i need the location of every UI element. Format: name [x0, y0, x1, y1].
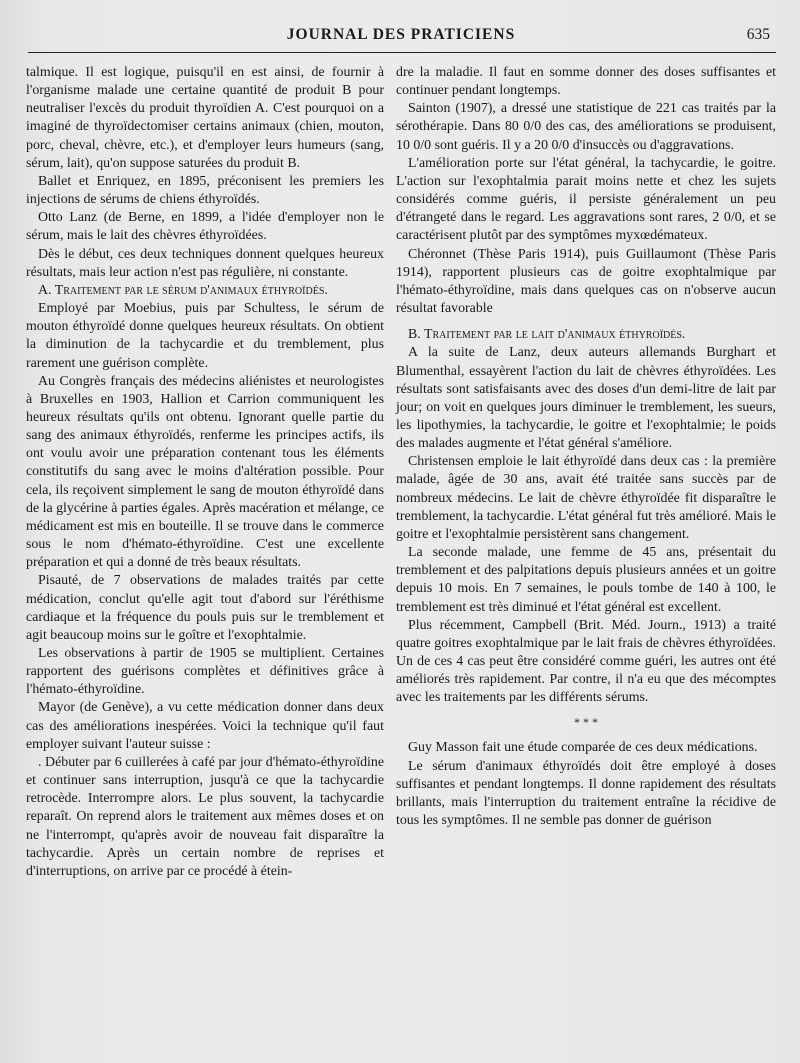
paragraph: Chéronnet (Thèse Paris 1914), puis Guillaumont (Thèse Paris 1914), rapportent plusieurs cas de goitre exophtalmique par l'hémato-éthyroïdine, mais dans quelques cas on n'observe aucun résultat favorable — [396, 246, 776, 317]
paragraph: La seconde malade, une femme de 45 ans, présentait du tremblement et des palpitations depuis plusieurs années et un goitre depuis 10 mois. En 7 semaines, le pouls tombe de 140 à 100, le tremblement est très diminué et l'état général est excellent. — [396, 545, 776, 615]
paragraph: dre la maladie. Il faut en somme donner des doses suffisantes et continuer pendant longtemps. — [396, 65, 776, 99]
paragraph: Mayor (de Genève), a vu cette médication donner dans deux cas des améliorations inespérées. Voici la technique qu'il faut employer suivant l'auteur suisse : — [26, 700, 384, 752]
paragraph: Les observations à partir de 1905 se multiplient. Certaines rapportent des guérisons complètes et définitives grâce à l'hémato-éthyroïdine. — [26, 646, 384, 698]
paragraph: Le sérum d'animaux éthyroïdés doit être employé à doses suffisantes et pendant longtemps. Il donne rapidement des résultats brillants, mais l'interruption du traitement entraîne la récidive de tous les symptômes. Il ne semble pas donner de guérison — [396, 758, 776, 829]
paragraph: Ballet et Enriquez, en 1895, préconisent les premiers les injections de sérums de chiens éthyroïdés. — [26, 173, 384, 208]
left-column — [26, 64, 384, 881]
section-separator-stars: * * * — [574, 715, 598, 730]
paragraph: Au Congrès français des médecins aliénistes et neurologistes à Bruxelles en 1903, Hallion et Carrion communiquent les heureux résultats qu'ils ont obtenu. Ignorant quelle partie du sang des animaux éthyroïdés, renferme les principes actifs, ils ont voulu avoir une préparation contenant tous les éléments constitutifs du sang avec le moins d'altération possible. Pour cela, ils reçoivent simplement le sang de mouton éthyroïdé dans de la glycérine à parties égales. Après macération et mélange, ce médicament est mis en bouteille. Il se trouve dans le commerce sous le nom d'hémato-éthyroïdine. C'est une excellente préparation et qui a donné de très beaux résultats. — [26, 373, 384, 571]
paragraph: Guy Masson fait une étude comparée de ces deux médications. — [408, 740, 758, 756]
paragraph: Christensen emploie le lait éthyroïdé dans deux cas : la première malade, âgée de 30 ans, avait été traitée sans succès par de nombreux médecins. Le lait de chèvre éthyroïdée fit disparaître le tremblement, la tachycardie. L'état général fut très amélioré. Mais le goitre et l'exophtalmie persistèrent sans changement. — [396, 454, 776, 542]
paragraph: talmique. Il est logique, puisqu'il en est ainsi, de fournir à l'organisme malade une certaine quantité de produit B pour neutraliser l'excès du produit thyroïdien A. C'est pourquoi on a imaginé de thyroïdectomiser certains animaux (chien, mouton, porc, cheval, chèvre, etc.), et d'employer leurs humeurs (sang, sérum, lait), qu'on suppose saturées du produit B. — [26, 65, 384, 171]
header-rule — [28, 52, 776, 53]
page-number: 635 — [746, 26, 770, 43]
journal-title: JOURNAL DES PRATICIENS — [286, 26, 516, 43]
paragraph: A la suite de Lanz, deux auteurs allemands Burghart et Blumenthal, essayèrent l'action du lait de chèvres éthyroïdées. Les résultats sont satisfaisants avec des doses d'un demi-litre de lait par jour; on voit en quelques jours diminuer le tremblement, les sueurs, les lipothymies, la tachycardie, le goitre et l'exophtalmie; le poids des malades augmente et l'état général s'améliore. — [396, 345, 776, 452]
running-header — [30, 22, 772, 48]
paragraph: L'amélioration porte sur l'état général, la tachycardie, le goitre. L'action sur l'exophtalmia parait moins nette et chez les sujets considérés comme guéris, il persiste généralement un peu d'étrangeté dans le regard. Les aggravations sont rares, 2 0/0, et se caractérisent plutôt par des symptômes myxœdémateux. — [396, 155, 776, 244]
paragraph: Otto Lanz (de Berne, en 1899, a l'idée d'employer non le sérum, mais le lait des chèvres éthyroïdées. — [26, 210, 384, 244]
paragraph: Pisauté, de 7 observations de malades traités par cette médication, conclut qu'elle agit tout d'abord sur l'éréthisme cardiaque et la fréquence du pouls puis sur le tremblement et agit beaucoup moins sur le goître et l'exophtalmie. — [26, 573, 384, 643]
paragraph: Plus récemment, Campbell (Brit. Méd. Journ., 1913) a traité quatre goitres exophtalmique par le lait frais de chèvres éthyroïdées. Un de ces 4 cas peut être considéré comme guéri, les autres ont été améliorés très rapidement. Par contre, il n'a eu que des mécomptes avec les traitements par les différents sérums. — [396, 617, 776, 706]
section-heading-b: B. Traitement par le lait d'animaux éthyroïdés. — [408, 327, 686, 343]
paragraph: Employé par Moebius, puis par Schultess, le sérum de mouton éthyroïdé donne quelques heureux résultats. On obtient la diminution de la tachycardie et du tremblement, plus rarement une guérison complète. — [26, 301, 384, 371]
right-column — [396, 64, 776, 830]
paragraph: Sainton (1907), a dressé une statistique de 221 cas traités par la sérothérapie. Dans 80 0/0 des cas, des améliorations se produisent, 10 0/0 sont guéris. Il y a 20 0/0 d'insuccès ou d'aggravations. — [396, 101, 776, 153]
paragraph: Dès le début, ces deux techniques donnent quelques heureux résultats, mais leur action n'est pas régulière, ni constante. — [26, 246, 384, 280]
section-heading-a: A. Traitement par le sérum d'animaux éthyroïdés. — [38, 282, 328, 298]
paragraph: . Débuter par 6 cuillerées à café par jour d'hémato-éthyroïdine et continuer sans interruption, jusqu'à ce que la tachycardie retrocède. Interrompre alors. Le plus souvent, la tachycardie reparaît. On reprend alors le traitement aux mêmes doses et on ne l'interrompt, qu'après avoir de nouveau fait disparaître la tachycardie. Après un certain nombre de reprises et d'interruptions, on arrive par ce procédé à étein- — [26, 754, 384, 879]
